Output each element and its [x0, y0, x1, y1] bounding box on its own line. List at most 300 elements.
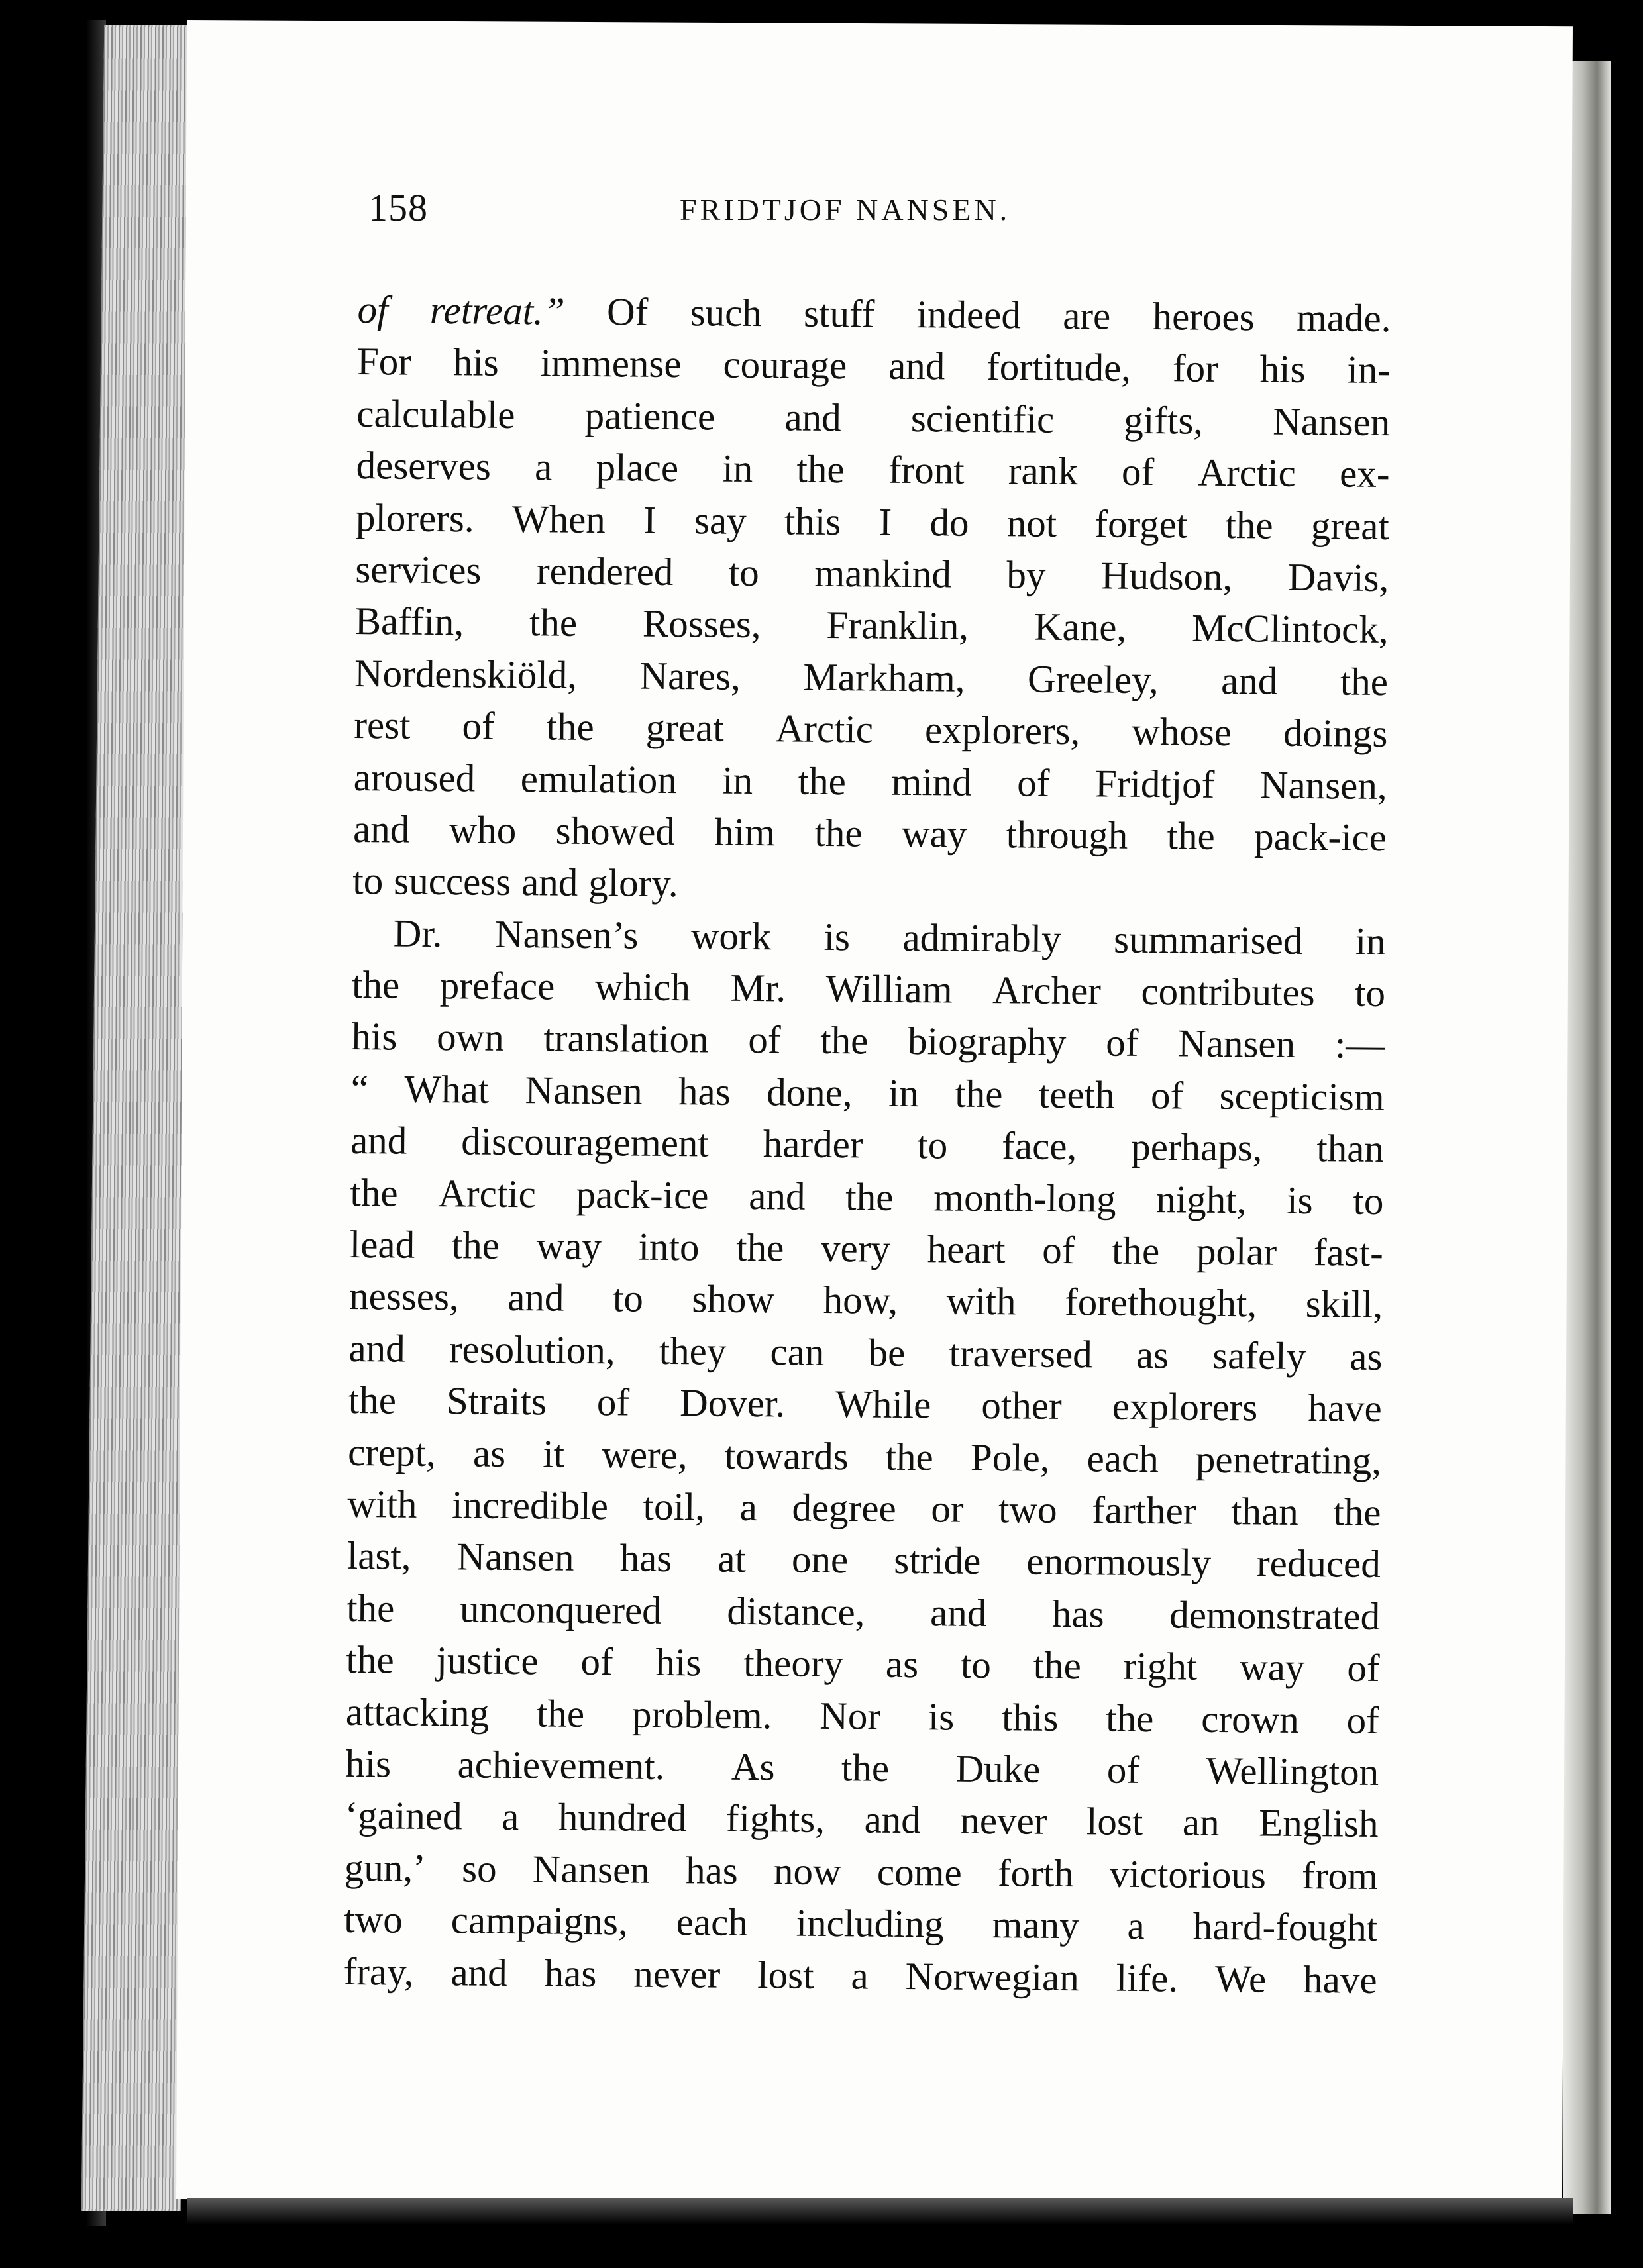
- word: :—: [1334, 1022, 1385, 1067]
- word: which: [594, 964, 691, 1009]
- word: the: [536, 1690, 585, 1735]
- word: Davis,: [1287, 554, 1389, 600]
- page-number: 158: [368, 186, 428, 229]
- word: Kane,: [1034, 604, 1127, 650]
- word: lead: [349, 1221, 415, 1266]
- word: toil,: [643, 1484, 706, 1529]
- word: summarised: [1113, 917, 1303, 962]
- word: the: [1333, 1490, 1381, 1534]
- word: fortitude,: [986, 344, 1132, 390]
- word: of: [1150, 1072, 1184, 1117]
- text-line: [346, 1633, 1380, 1694]
- word: of: [1105, 1020, 1139, 1065]
- word: fights,: [725, 1796, 825, 1841]
- word: with: [946, 1278, 1016, 1323]
- word: and: [450, 1949, 507, 1994]
- word: each: [676, 1900, 749, 1945]
- word: than: [1230, 1489, 1299, 1533]
- word: with: [347, 1481, 417, 1526]
- word: lost: [757, 1952, 814, 1997]
- word: forget: [1094, 501, 1188, 546]
- word: achievement.: [457, 1742, 665, 1788]
- text-line: [346, 1582, 1381, 1642]
- word: the: [546, 704, 595, 749]
- word: reduced: [1256, 1541, 1381, 1586]
- word: come: [876, 1849, 962, 1894]
- word: in: [722, 758, 753, 802]
- word: say: [694, 497, 747, 542]
- word: in: [888, 1070, 920, 1115]
- word: the: [1225, 502, 1273, 547]
- word: a: [501, 1794, 519, 1839]
- word: nesses,: [348, 1274, 459, 1319]
- word: forth: [997, 1850, 1074, 1895]
- word: Mr.: [730, 965, 786, 1010]
- word: of: [1017, 760, 1050, 805]
- word: for: [1172, 346, 1219, 391]
- word: great: [645, 705, 724, 750]
- word: the: [346, 1637, 394, 1682]
- word: the: [1167, 813, 1216, 858]
- word: show: [692, 1276, 775, 1321]
- word: degree: [792, 1485, 897, 1530]
- word: of: [1121, 449, 1155, 494]
- word: how,: [823, 1278, 898, 1323]
- word: to: [1354, 970, 1386, 1015]
- word: fray,: [343, 1949, 414, 1994]
- word: attacking: [345, 1689, 490, 1735]
- word: courage: [723, 342, 847, 387]
- word: great: [1310, 503, 1390, 548]
- word: showed: [555, 808, 676, 853]
- word: night,: [1156, 1176, 1247, 1221]
- word: last,: [346, 1533, 411, 1578]
- word: problem.: [631, 1692, 772, 1737]
- word: place: [596, 445, 679, 490]
- word: justice: [436, 1638, 539, 1683]
- word: to: [612, 1276, 644, 1321]
- word: McClintock,: [1191, 605, 1389, 652]
- word: Archer: [992, 968, 1102, 1013]
- word: translation: [543, 1015, 709, 1061]
- word: emulation: [520, 756, 678, 801]
- word: to: [728, 550, 760, 595]
- word: victorious: [1109, 1851, 1267, 1897]
- word: perhaps,: [1130, 1125, 1263, 1170]
- word: own: [436, 1015, 505, 1060]
- page-bottom-shadow: [187, 2198, 1573, 2224]
- word: English: [1258, 1800, 1379, 1846]
- text-line: [349, 1270, 1383, 1330]
- text-line: [352, 854, 1387, 915]
- text-line: [357, 335, 1391, 395]
- word: never: [960, 1798, 1047, 1843]
- word: and: [929, 1590, 987, 1635]
- word: at: [717, 1536, 747, 1581]
- text-line: [356, 491, 1390, 552]
- word: the: [346, 1585, 395, 1630]
- word: gifts,: [1124, 397, 1204, 442]
- word: never: [633, 1951, 721, 1996]
- word: are: [1062, 293, 1111, 338]
- word: stride: [893, 1538, 981, 1583]
- word: they: [659, 1328, 727, 1373]
- word: hard-fought: [1192, 1904, 1378, 1950]
- word: explorers,: [924, 707, 1081, 753]
- word: who: [449, 807, 517, 852]
- word: services: [355, 546, 482, 592]
- word: mankind: [814, 550, 952, 596]
- word: and: [350, 1118, 407, 1162]
- word: and: [749, 1173, 806, 1218]
- word: theory: [743, 1641, 844, 1686]
- word: safely: [1212, 1333, 1306, 1378]
- word: life.: [1116, 1955, 1179, 2000]
- text-line: [344, 1841, 1379, 1902]
- word: discouragement: [461, 1119, 710, 1165]
- word: harder: [763, 1121, 863, 1166]
- word: can: [770, 1329, 825, 1374]
- word: Markham,: [803, 654, 965, 700]
- word: the: [1111, 1228, 1160, 1273]
- word: resolution,: [449, 1327, 615, 1372]
- text-line: [345, 1737, 1379, 1798]
- word: in: [722, 446, 753, 491]
- text-line: [350, 1062, 1385, 1123]
- word: has: [544, 1950, 597, 1995]
- word: be: [868, 1330, 906, 1374]
- word: were,: [601, 1431, 688, 1476]
- text-line: [347, 1529, 1381, 1590]
- word: Nansen: [456, 1534, 574, 1580]
- word: Dr.: [393, 911, 443, 955]
- word: Pole,: [970, 1435, 1050, 1480]
- word: enormously: [1026, 1539, 1212, 1585]
- word: and: [888, 344, 945, 388]
- word: Nansen: [1177, 1021, 1296, 1066]
- word: Rosses,: [642, 601, 761, 646]
- word: in-: [1347, 347, 1391, 392]
- word: very: [820, 1225, 891, 1270]
- word: as: [1136, 1332, 1169, 1377]
- word: face,: [1002, 1123, 1077, 1168]
- word: the: [1033, 1643, 1082, 1688]
- word: While: [835, 1382, 931, 1427]
- text-line: [356, 439, 1390, 499]
- word: of: [580, 1639, 613, 1684]
- word: two: [998, 1487, 1057, 1531]
- word: incredible: [451, 1482, 609, 1528]
- word: and: [1220, 658, 1278, 703]
- word: his: [351, 1014, 398, 1059]
- word: now: [773, 1849, 841, 1893]
- word: Franklin,: [826, 603, 969, 648]
- word: two: [344, 1897, 403, 1941]
- word: a: [851, 1953, 869, 1998]
- word: have: [1302, 1957, 1377, 2002]
- word: heart: [927, 1227, 1006, 1272]
- text-line: [347, 1478, 1381, 1538]
- word: I: [643, 497, 657, 542]
- word: Nordenskiöld,: [354, 650, 578, 697]
- word: of: [1346, 1698, 1380, 1742]
- word: explorers: [1112, 1384, 1258, 1429]
- word: done,: [766, 1070, 853, 1115]
- word: traversed: [949, 1331, 1093, 1376]
- running-title: FRIDTJOF NANSEN.: [680, 193, 1011, 227]
- word: plorers.: [355, 495, 474, 541]
- word: the: [351, 962, 400, 1007]
- word: of: [357, 287, 388, 332]
- word: Nansen: [525, 1068, 643, 1113]
- word: in: [1355, 919, 1387, 963]
- word: crept,: [347, 1429, 437, 1474]
- word: I: [878, 499, 892, 544]
- word: aroused: [353, 754, 476, 800]
- word: calculable: [356, 391, 515, 437]
- word: the: [845, 1174, 894, 1219]
- body-text: [343, 284, 1391, 2006]
- word: has: [619, 1535, 672, 1580]
- running-head: [368, 178, 1369, 237]
- word: pack-ice: [1253, 814, 1387, 859]
- word: the: [885, 1434, 934, 1478]
- word: by: [1006, 552, 1046, 597]
- text-line: [343, 1945, 1377, 2005]
- word: Norwegian: [905, 1953, 1080, 1999]
- word: it: [543, 1431, 565, 1476]
- word: and: [521, 860, 578, 905]
- word: hundred: [558, 1794, 687, 1840]
- word: Nansen: [1273, 399, 1391, 444]
- word: the: [348, 1378, 397, 1422]
- word: has: [1051, 1591, 1104, 1636]
- word: scientific: [910, 395, 1055, 441]
- word: through: [1006, 812, 1128, 857]
- word: deserves: [356, 443, 492, 488]
- text-line: [344, 1893, 1378, 1953]
- word: is: [928, 1694, 955, 1739]
- word: doings: [1283, 710, 1388, 756]
- word: Dover.: [679, 1380, 786, 1425]
- word: For: [356, 339, 412, 384]
- word: Wellington: [1206, 1748, 1379, 1794]
- word: right: [1123, 1643, 1198, 1688]
- word: him: [714, 809, 776, 854]
- word: has: [678, 1068, 731, 1113]
- word: indeed: [916, 292, 1022, 337]
- word: of: [748, 1017, 781, 1062]
- word: admirably: [902, 915, 1061, 960]
- word: do: [929, 499, 969, 544]
- text-line: [353, 803, 1387, 863]
- word: Arctic: [775, 706, 874, 751]
- word: patience: [584, 393, 716, 438]
- word: the: [798, 758, 847, 803]
- text-line: [357, 284, 1391, 344]
- word: and: [348, 1325, 405, 1370]
- text-line: [346, 1685, 1380, 1745]
- word: whose: [1131, 709, 1232, 754]
- text-line: [350, 1166, 1384, 1227]
- word: penetrating,: [1195, 1437, 1382, 1482]
- word: polar: [1196, 1229, 1277, 1274]
- word: teeth: [1038, 1072, 1115, 1117]
- word: immense: [540, 340, 682, 386]
- word: Arctic: [1198, 450, 1297, 495]
- word: one: [791, 1537, 849, 1582]
- word: distance,: [727, 1588, 865, 1634]
- word: biography: [907, 1019, 1067, 1064]
- text-line: [352, 958, 1386, 1019]
- word: this: [1001, 1694, 1059, 1739]
- text-line: [348, 1374, 1383, 1434]
- word: William: [825, 966, 953, 1011]
- word: as: [1350, 1334, 1383, 1378]
- word: month-long: [933, 1174, 1116, 1221]
- text-line: [353, 750, 1387, 811]
- word: the: [796, 446, 845, 491]
- word: forethought,: [1064, 1280, 1257, 1325]
- text-line: [344, 1789, 1379, 1849]
- scan-right-border: [1611, 61, 1643, 2214]
- word: Nares,: [639, 653, 741, 698]
- word: such: [690, 290, 763, 335]
- word: including: [796, 1900, 944, 1946]
- word: has: [685, 1847, 739, 1892]
- word: or: [931, 1486, 964, 1531]
- word: way: [536, 1223, 602, 1268]
- word: Baffin,: [354, 599, 464, 644]
- word: preface: [439, 963, 555, 1008]
- word: and: [352, 806, 410, 851]
- word: skill,: [1305, 1282, 1383, 1327]
- word: towards: [724, 1433, 849, 1478]
- word: into: [638, 1224, 700, 1269]
- word: have: [1308, 1386, 1383, 1431]
- word: front: [888, 447, 965, 492]
- text-line: [348, 1322, 1383, 1382]
- word: way: [901, 811, 967, 856]
- word: of: [1042, 1227, 1075, 1272]
- word: as: [885, 1641, 919, 1686]
- word: of: [1106, 1747, 1140, 1792]
- word: gun,’: [344, 1845, 427, 1890]
- word: to: [352, 858, 384, 903]
- word: is: [823, 914, 851, 958]
- word: his: [452, 340, 500, 385]
- word: the: [814, 810, 863, 855]
- word: Nansen’s: [494, 911, 639, 957]
- word: rest: [354, 703, 411, 747]
- word: crown: [1201, 1696, 1300, 1741]
- word: retreat.”: [429, 287, 565, 333]
- word: campaigns,: [450, 1898, 629, 1943]
- word: an: [1182, 1800, 1220, 1845]
- word: way: [1239, 1645, 1305, 1690]
- word: the: [841, 1745, 890, 1790]
- word: Hudson,: [1100, 553, 1233, 599]
- word: Arctic: [438, 1170, 537, 1215]
- word: the: [820, 1018, 869, 1062]
- word: stuff: [803, 291, 875, 336]
- word: Nor: [820, 1693, 881, 1738]
- word: Greeley,: [1027, 656, 1159, 701]
- word: is: [1287, 1178, 1313, 1222]
- word: heroes: [1152, 294, 1255, 339]
- word: so: [461, 1846, 497, 1890]
- word: and: [507, 1275, 564, 1320]
- word: and: [864, 1797, 922, 1842]
- word: the: [350, 1170, 398, 1215]
- word: than: [1316, 1126, 1385, 1171]
- word: to: [917, 1123, 948, 1167]
- word: unconquered: [459, 1586, 662, 1632]
- word: a: [534, 444, 553, 489]
- word: ex-: [1339, 451, 1390, 496]
- word: Duke: [955, 1746, 1041, 1791]
- word: as: [472, 1431, 506, 1475]
- word: not: [1006, 500, 1057, 545]
- word: contributes: [1141, 969, 1315, 1015]
- word: scepticism: [1219, 1073, 1385, 1119]
- word: this: [784, 498, 841, 543]
- word: Nansen,: [1259, 762, 1387, 807]
- text-line: [355, 543, 1389, 603]
- word: his: [345, 1741, 392, 1786]
- word: What: [404, 1066, 490, 1111]
- word: the: [1106, 1696, 1154, 1740]
- word: of: [1347, 1645, 1380, 1690]
- word: of: [462, 703, 496, 748]
- word: rank: [1008, 448, 1079, 493]
- word: the: [735, 1225, 784, 1270]
- text-line: [356, 387, 1391, 448]
- text-line: [350, 1218, 1384, 1278]
- word: pack-ice: [576, 1172, 709, 1217]
- word: and: [784, 395, 841, 439]
- word: the: [1340, 659, 1389, 703]
- word: Straits: [446, 1378, 547, 1423]
- word: fast-: [1313, 1230, 1384, 1275]
- word: Fridtjof: [1094, 760, 1215, 806]
- word: a: [1127, 1903, 1145, 1948]
- word: to: [960, 1642, 992, 1687]
- word: When: [511, 496, 606, 541]
- word: We: [1214, 1956, 1267, 2001]
- word: As: [731, 1744, 775, 1789]
- word: of: [596, 1380, 630, 1424]
- text-line: [354, 647, 1389, 707]
- word: the: [955, 1071, 1003, 1116]
- word: lost: [1086, 1799, 1143, 1844]
- word: many: [992, 1902, 1079, 1947]
- word: other: [981, 1383, 1062, 1428]
- text-line: [348, 1426, 1382, 1486]
- word: the: [529, 600, 578, 645]
- word: demonstrated: [1169, 1592, 1381, 1638]
- word: from: [1301, 1853, 1379, 1898]
- word: Nansen: [532, 1847, 651, 1892]
- word: mind: [891, 759, 973, 804]
- word: Of: [606, 289, 649, 334]
- text-line: [354, 699, 1388, 759]
- word: his: [1259, 346, 1306, 391]
- word: the: [451, 1223, 500, 1267]
- word: his: [655, 1639, 702, 1684]
- text-line: [352, 907, 1386, 967]
- word: each: [1086, 1435, 1159, 1480]
